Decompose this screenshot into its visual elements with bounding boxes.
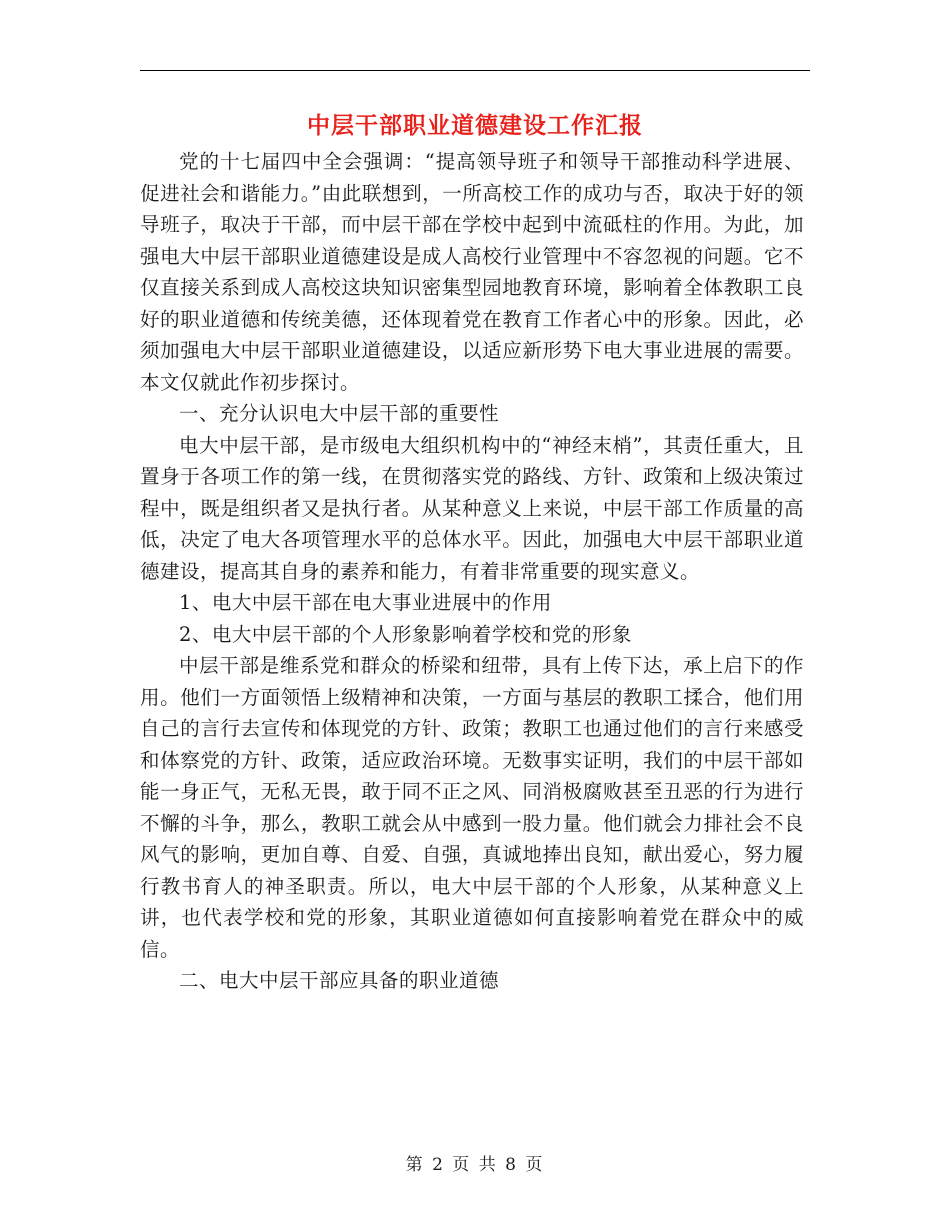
body-paragraph-image: 中层干部是维系党和群众的桥梁和纽带，具有上传下达，承上启下的作用。他们一方面领悟上级精神和决策，一方面与基层的教职工揉合，他们用自己的言行去宣传和体现党的方针、政策；教职工也通过他们的言行来感受和体察党的方针、政策，适应政治环境。无数事实证明，我们的中层干部如能一身正气，无私无畏，敢于同不正之风、同消极腐败甚至丑恶的行为进行不懈的斗争，那么，教职工就会从中感到一股力量。他们就会力排社会不良风气的影响，更加自尊、自爱、自强，真诚地捧出良知，献出爱心，努力履行教书育人的神圣职责。所以，电大中层干部的个人形象，从某种意义上讲，也代表学校和党的形象，其职业道德如何直接影响着党在群众中的威信。 [140,654,804,961]
subsection-heading-2: 2、电大中层干部的个人形象影响着学校和党的形象 [179,622,632,646]
section-heading-2: 二、电大中层干部应具备的职业道德 [179,969,500,992]
document-body [140,146,804,997]
body-paragraph-importance: 电大中层干部，是市级电大组织机构中的“神经末梢”，其责任重大，且置身于各项工作的第一线，在贯彻落实党的路线、方针、政策和上级决策过程中，既是组织者又是执行者。从某种意义上来说，中层干部工作质量的高低，决定了电大各项管理水平的总体水平。因此，加强电大中层干部职业道德建设，提高其自身的素养和能力，有着非常重要的现实意义。 [140,433,804,583]
subsection-heading-1: 1、电大中层干部在电大事业进展中的作用 [179,591,552,614]
document-title: 中层干部职业道德建设工作汇报 [307,113,643,139]
header-rule [140,70,810,71]
page-number-footer: 第 2 页 共 8 页 [405,1155,545,1175]
section-heading-1: 一、充分认识电大中层干部的重要性 [179,402,500,425]
body-paragraph-intro: 党的十七届四中全会强调：“提高领导班子和领导干部推动科学进展、促进社会和谐能力。”由此联想到，一所高校工作的成功与否，取决于好的领导班子，取决于干部，而中层干部在学校中起到中流砥柱的作用。为此，加强电大中层干部职业道德建设是成人高校行业管理中不容忽视的问题。它不仅直接关系到成人高校这块知识密集型园地教育环境，影响着全体教职工良好的职业道德和传统美德，还体现着党在教育工作者心中的形象。因此，必须加强电大中层干部职业道德建设，以适应新形势下电大事业进展的需要。本文仅就此作初步探讨。 [140,150,804,394]
